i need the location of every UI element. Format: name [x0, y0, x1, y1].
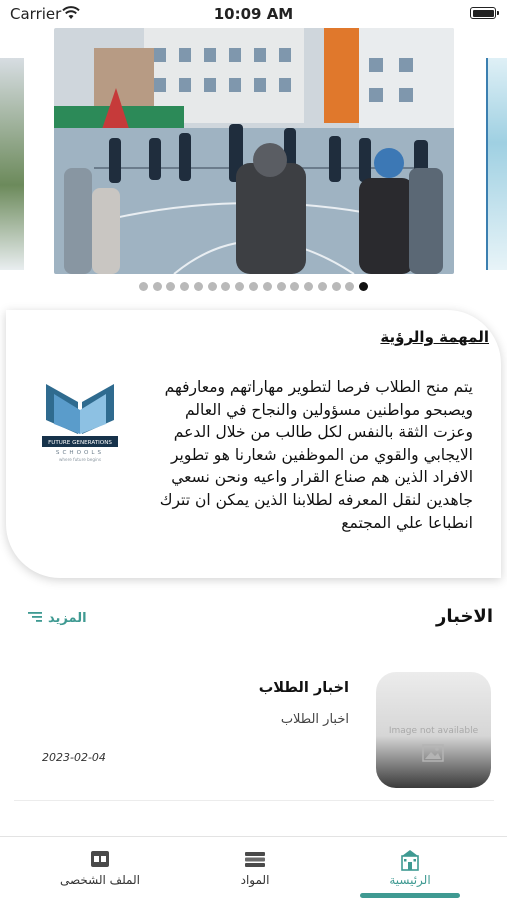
status-bar: [0, 0, 507, 26]
carrier-label: Carrier: [10, 5, 62, 23]
carousel-dot[interactable]: [318, 282, 327, 291]
mission-text: يتم منح الطلاب فرصا لتطوير مهاراتهم ومعارفهم ويصبحو مواطنين مسؤولين والنجاح في العالم وعزت الثقة بالنفس لكل طالب من خلال الدعم الايجابي والقوي من الموظفين شعارنا هو تطوير الافراد الذين هم صناع القرار واعيه ونحن نسعي جاهدين لنقل المعرفه لطلابنا الذين يمكن ان تترك انطباعا علي المجتمع: [159, 378, 473, 532]
image-placeholder-icon: [422, 744, 444, 762]
mission-vision-card: [6, 310, 501, 578]
carousel-dot[interactable]: [332, 282, 341, 291]
news-item-subtitle: اخبار الطلاب: [280, 712, 349, 727]
filter-lines-icon: [28, 611, 42, 626]
carousel-dot[interactable]: [208, 282, 217, 291]
carousel-page-indicator[interactable]: [0, 282, 507, 291]
tab-home-label: الرئيسية: [389, 873, 431, 887]
carousel-dot[interactable]: [235, 282, 244, 291]
books-icon: [243, 849, 267, 869]
active-tab-indicator: [360, 893, 460, 898]
more-label: المزيد: [48, 611, 87, 626]
news-section-title: الاخبار: [435, 606, 493, 627]
news-thumbnail: [376, 672, 491, 788]
id-card-icon: [88, 849, 112, 869]
tab-subjects-label: المواد: [240, 873, 270, 887]
carousel-dot[interactable]: [139, 282, 148, 291]
tab-subjects[interactable]: [195, 837, 315, 901]
logo-text-line1: FUTURE GENERATIONS: [48, 440, 112, 446]
carousel-dot[interactable]: [277, 282, 286, 291]
battery-icon: [470, 7, 496, 19]
tab-profile[interactable]: [40, 837, 160, 901]
carousel-dot[interactable]: [263, 282, 272, 291]
carousel-dot[interactable]: [153, 282, 162, 291]
carousel-dot[interactable]: [345, 282, 354, 291]
carousel-dot[interactable]: [166, 282, 175, 291]
logo-text-line2: SCHOOLS: [55, 450, 105, 456]
carousel-dot[interactable]: [249, 282, 258, 291]
school-photo: [54, 28, 454, 274]
tab-home[interactable]: [350, 837, 470, 901]
divider: [14, 800, 494, 801]
news-item-card[interactable]: [14, 660, 494, 800]
school-logo: [40, 380, 120, 464]
logo-text-line3: where future begins: [58, 457, 102, 462]
clock: 10:09 AM: [213, 5, 294, 23]
carousel-dot[interactable]: [180, 282, 189, 291]
news-item-title: اخبار الطلاب: [258, 680, 349, 696]
news-item-date: 2023-02-04: [42, 751, 106, 764]
school-building-icon: [398, 849, 422, 869]
more-news-link[interactable]: [28, 611, 87, 626]
carousel-dot[interactable]: [304, 282, 313, 291]
carousel-next-slide[interactable]: [486, 58, 507, 270]
mission-title: المهمة والرؤية: [380, 328, 489, 346]
carousel-dot[interactable]: [290, 282, 299, 291]
carousel-current-slide[interactable]: [54, 28, 454, 274]
carousel-dot[interactable]: [221, 282, 230, 291]
carousel-dot[interactable]: [359, 282, 368, 291]
tab-profile-label: الملف الشخصى: [60, 873, 140, 887]
image-carousel[interactable]: [0, 26, 507, 276]
carousel-prev-slide[interactable]: [0, 58, 24, 270]
carousel-dot[interactable]: [194, 282, 203, 291]
image-placeholder-text: Image not available: [388, 726, 479, 736]
bottom-tab-bar: [0, 836, 507, 901]
